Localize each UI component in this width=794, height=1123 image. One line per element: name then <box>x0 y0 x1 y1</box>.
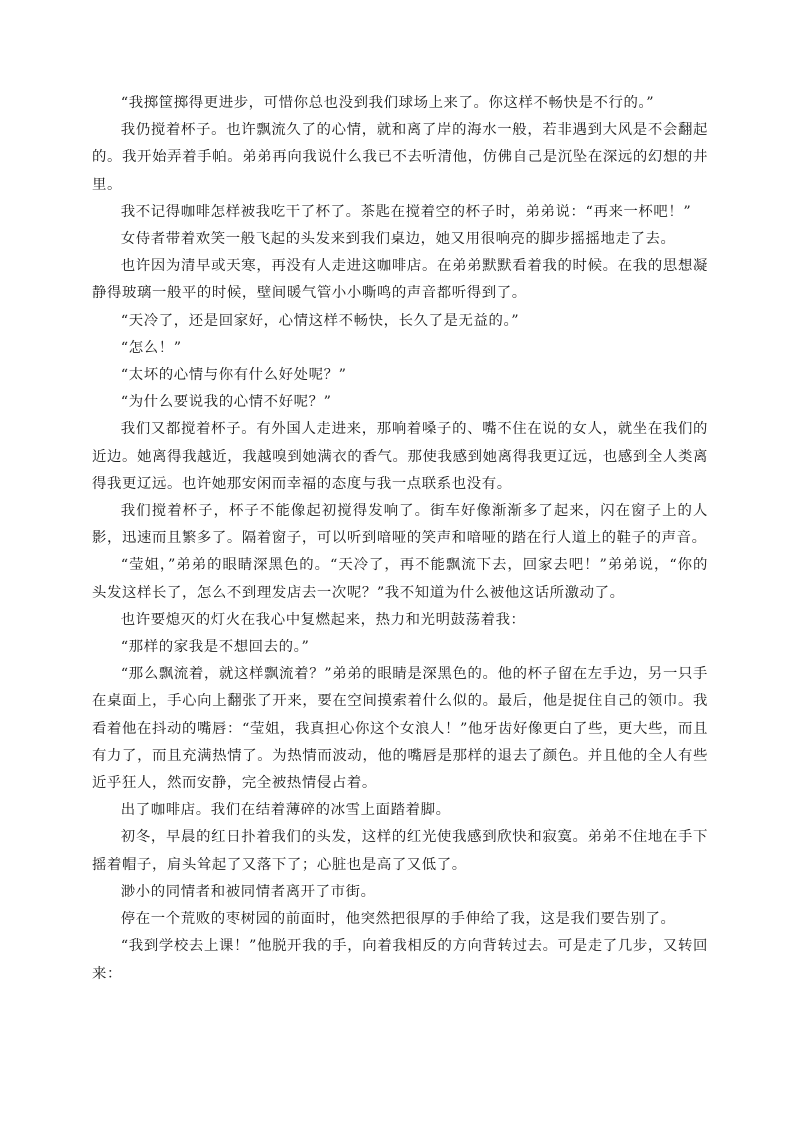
paragraph-10: 我们又都搅着杯子。有外国人走进来，那响着嗓子的、嘴不住在说的女人，就坐在我们的近边。她离得我越近，我越嗅到她满衣的香气。那使我感到她离得我更辽远，也感到全人类离得我更辽远。也许她那安闲而幸福的态度与我一点联系也没有。 <box>92 421 708 492</box>
paragraph-17: 初冬，早晨的红日扑着我们的头发，这样的红光使我感到欣快和寂寞。弟弟不住地在手下摇着帽子，肩头耸起了又落下了；心脏也是高了又低了。 <box>92 829 708 873</box>
paragraph-11: 我们搅着杯子，杯子不能像起初搅得发响了。街车好像渐渐多了起来，闪在窗子上的人影，迅速而且繁多了。隔着窗子，可以听到喑哑的笑声和喑哑的踏在行人道上的鞋子的声音。 <box>92 503 708 547</box>
paragraph-20: “我到学校去上课！”他脱开我的手，向着我相反的方向背转过去。可是走了几步，又转回来： <box>92 938 708 982</box>
paragraph-15: “那么飘流着，就这样飘流着？”弟弟的眼睛是深黑色的。他的杯子留在左手边，另一只手在桌面上，手心向上翻张了开来，要在空间摸索着什么似的。最后，他是捉住自己的领巾。我看着他在抖动的嘴唇：“莹姐，我真担心你这个女浪人！”他牙齿好像更白了些，更大些，而且有力了，而且充满热情了。为热情而波动，他的嘴唇是那样的退去了颜色。并且他的全人有些近乎狂人，然而安静，完全被热情侵占着。 <box>92 666 708 792</box>
paragraph-4: 女侍者带着欢笑一般飞起的头发来到我们桌边，她又用很响亮的脚步摇摇地走了去。 <box>120 231 676 248</box>
paragraph-6: “天冷了，还是回家好，心情这样不畅快，长久了是无益的。” <box>120 312 520 329</box>
paragraph-5: 也许因为清早或天寒，再没有人走进这咖啡店。在弟弟默默看着我的时候。在我的思想凝静得玻璃一般平的时候，壁间暖气管小小嘶鸣的声音都听得到了。 <box>92 258 708 302</box>
paragraph-12: “莹姐，”弟弟的眼睛深黑色的。“天冷了，再不能飘流下去，回家去吧！”弟弟说，“你的头发这样长了，怎么不到理发店去一次呢？”我不知道为什么被他这话所激动了。 <box>92 557 708 601</box>
paragraph-8: “太坏的心情与你有什么好处呢？” <box>120 367 347 384</box>
paragraph-14: “那样的家我是不想回去的。” <box>120 639 310 656</box>
paragraph-3: 我不记得咖啡怎样被我吃干了杯了。茶匙在搅着空的杯子时，弟弟说：“再来一杯吧！” <box>120 203 692 220</box>
document-page <box>92 90 708 988</box>
paragraph-19: 停在一个荒败的枣树园的前面时，他突然把很厚的手伸给了我，这是我们要告别了。 <box>120 911 676 928</box>
paragraph-9: “为什么要说我的心情不好呢？” <box>120 394 332 411</box>
paragraph-1: “我掷筐掷得更进步，可惜你总也没到我们球场上来了。你这样不畅快是不行的。” <box>120 95 655 111</box>
paragraph-2: 我仍搅着杯子。也许飘流久了的心情，就和离了岸的海水一般，若非遇到大风是不会翻起的。我开始弄着手帕。弟弟再向我说什么我已不去听清他，仿佛自己是沉坠在深远的幻想的井里。 <box>92 122 708 193</box>
paragraph-7: “怎么！” <box>120 339 182 356</box>
paragraph-16: 出了咖啡店。我们在结着薄碎的冰雪上面踏着脚。 <box>120 802 451 819</box>
paragraph-18: 渺小的同情者和被同情者离开了市街。 <box>120 883 376 900</box>
paragraph-13: 也许要熄灭的灯火在我心中复燃起来，热力和光明鼓荡着我： <box>120 611 526 628</box>
